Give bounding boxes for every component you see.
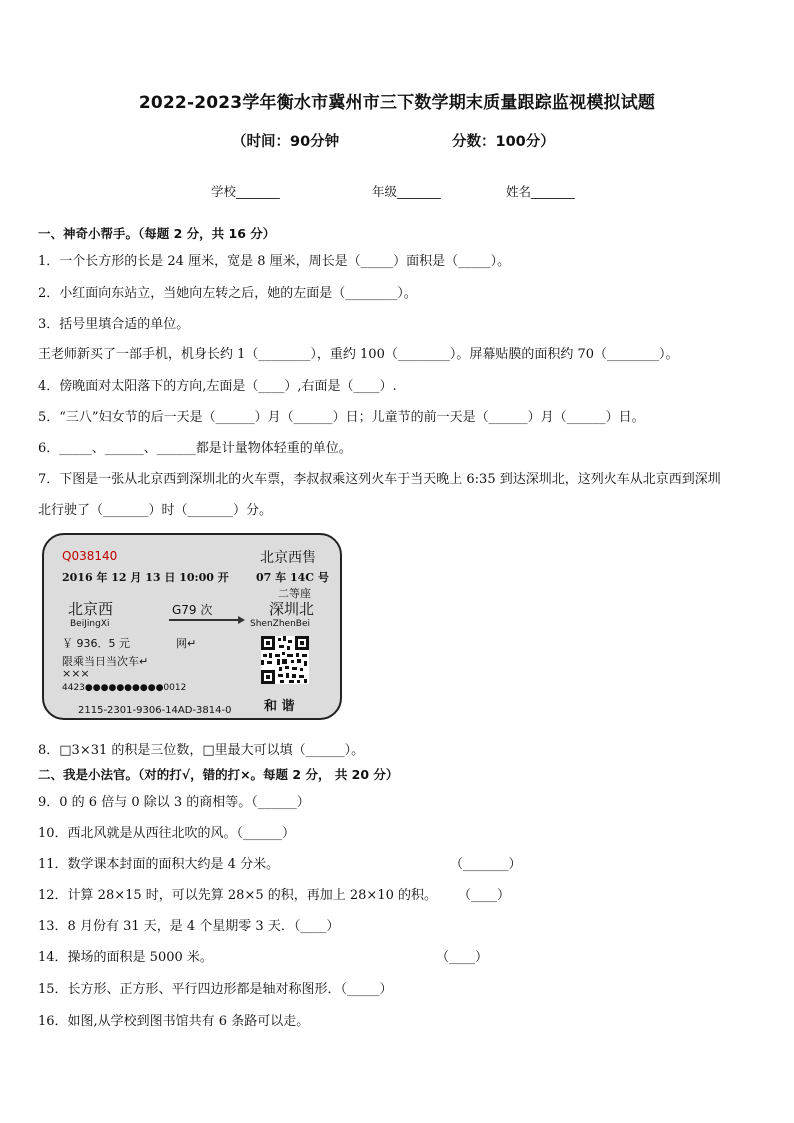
ticket-class: 二等座 xyxy=(278,587,311,600)
question-15: 15．长方形、正方形、平行四边形都是轴对称图形．（_____） xyxy=(38,982,393,997)
school-field[interactable]: 学校_______ xyxy=(211,184,280,199)
ticket-name-mask: ××× xyxy=(62,667,90,680)
ticket-datetime: 2016 年 12 月 13 日 10:00 开 xyxy=(62,571,229,584)
question-6: 6．_____、______、______都是计量物体轻重的单位。 xyxy=(38,441,352,456)
exam-score: 分数：100分） xyxy=(452,134,555,150)
question-9: 9．0 的 6 倍与 0 除以 3 的商相等。（______） xyxy=(38,795,310,810)
ticket-train: G79 次 xyxy=(172,603,213,617)
question-12-blank[interactable]: （____） xyxy=(458,888,511,903)
ticket-id-mask: 4423●●●●●●●●●●0012 xyxy=(62,683,187,693)
ticket-brand: 和 谐 xyxy=(264,699,295,714)
question-8: 8．□3×31 的积是三位数，□里最大可以填（______）。 xyxy=(38,743,365,758)
question-13: 13．8 月份有 31 天，是 4 个星期零 3 天．（____） xyxy=(38,919,340,934)
question-1: 1．一个长方形的长是 24 厘米，宽是 8 厘米，周长是（_____）面积是（_____）。 xyxy=(38,254,511,269)
qr-code-icon xyxy=(261,636,309,684)
question-12: 12．计算 28×15 时，可以先算 28×5 的积，再加上 28×10 的积。 xyxy=(38,888,437,903)
exam-time: （时间：90分钟 xyxy=(232,134,340,150)
ticket-limit: 限乘当日当次车↵ xyxy=(62,655,149,668)
ticket-to: 深圳北 xyxy=(269,600,315,618)
question-7: 7．下图是一张从北京西到深圳北的火车票，李叔叔乘这列火车于当天晚上 6:35 到达深圳北，这列火车从北京西到深圳 xyxy=(38,472,721,487)
question-11-blank[interactable]: （_______） xyxy=(450,857,522,872)
ticket-from-pinyin: BeiJingXi xyxy=(70,619,110,629)
section-heading-2: 二、我是小法官。（对的打√，错的打×。每题 2 分， 共 20 分） xyxy=(38,767,399,782)
page-title: 2022-2023学年衡水市冀州市三下数学期末质量跟踪监视模拟试题 xyxy=(138,93,656,113)
ticket-channel: 网↵ xyxy=(176,637,197,650)
direction-arrow-icon xyxy=(168,615,246,625)
question-14: 14．操场的面积是 5000 米。 xyxy=(38,950,213,965)
ticket-price: ￥ 936．5 元 xyxy=(62,637,130,650)
ticket-from: 北京西 xyxy=(68,600,114,618)
question-16: 16．如图,从学校到图书馆共有 6 条路可以走。 xyxy=(38,1014,310,1029)
question-7-cont: 北行驶了（_______）时（_______）分。 xyxy=(38,503,273,518)
question-10: 10．西北风就是从西往北吹的风。（______） xyxy=(38,826,296,841)
grade-field[interactable]: 年级_______ xyxy=(372,184,441,199)
section-heading-1: 一、神奇小帮手。（每题 2 分，共 16 分） xyxy=(38,226,276,241)
name-field[interactable]: 姓名_______ xyxy=(506,184,575,199)
question-14-blank[interactable]: （____） xyxy=(436,950,489,965)
question-4: 4．傍晚面对太阳落下的方向,左面是（____）,右面是（____）. xyxy=(38,379,397,394)
question-11: 11．数学课本封面的面积大约是 4 分米。 xyxy=(38,857,280,872)
ticket-number: Q038140 xyxy=(62,549,118,563)
ticket-sale-station: 北京西售 xyxy=(260,550,316,566)
ticket-to-pinyin: ShenZhenBei xyxy=(250,619,310,629)
ticket-serial: 2115-2301-9306-14AD-3814-0 xyxy=(78,705,232,716)
question-3: 3．括号里填合适的单位。 xyxy=(38,317,190,332)
ticket-seat: 07 车 14C 号 xyxy=(256,571,329,584)
train-ticket xyxy=(42,533,342,720)
question-2: 2．小红面向东站立，当她向左转之后，她的左面是（________）。 xyxy=(38,286,417,301)
question-5: 5．“三八”妇女节的后一天是（______）月（______）日；儿童节的前一天是（______）月（______）日。 xyxy=(38,410,645,425)
question-3-body: 王老师新买了一部手机，机身长约 1（________），重约 100（________）。屏幕贴膜的面积约 70（________）。 xyxy=(38,347,679,362)
